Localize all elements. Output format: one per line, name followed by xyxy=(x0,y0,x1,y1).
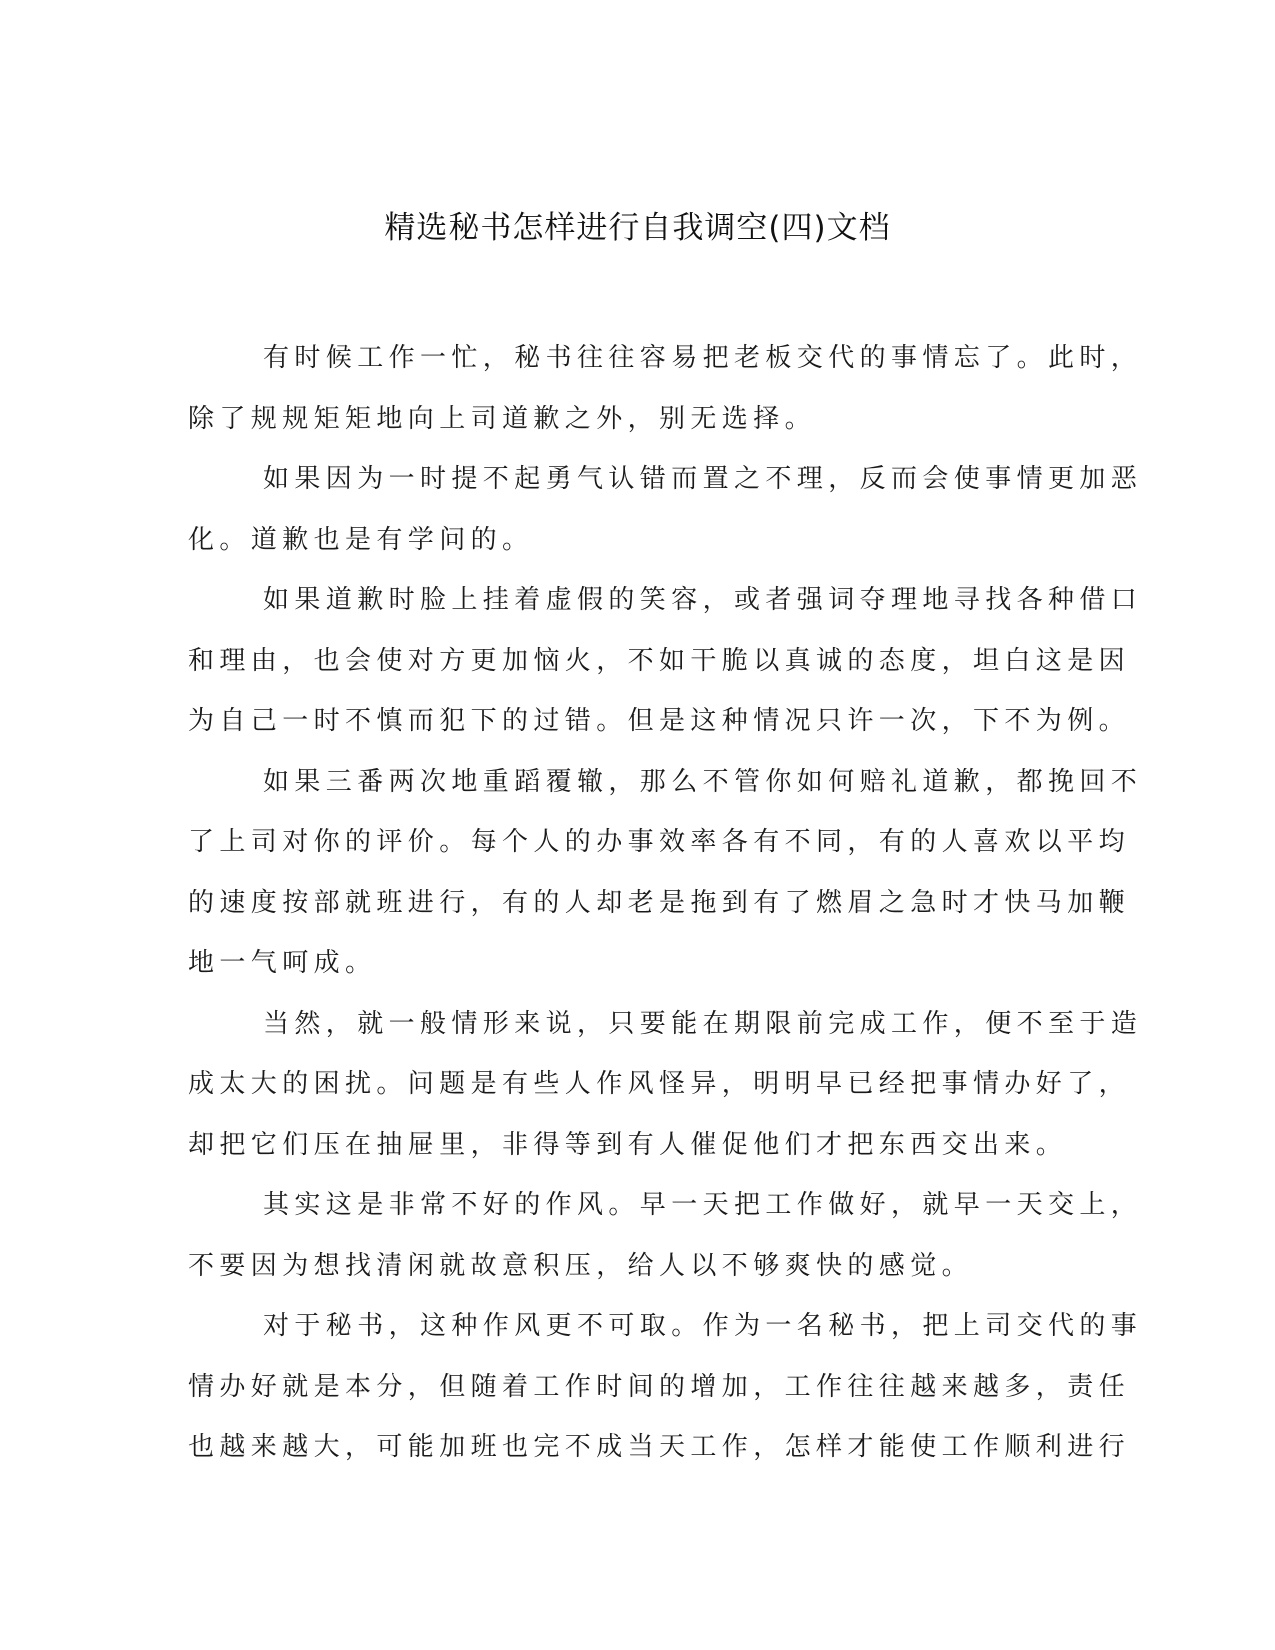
document-title: 精选秘书怎样进行自我调空(四)文档 xyxy=(384,210,891,246)
paragraph-line: 却把它们压在抽屉里，非得等到有人催促他们才把东西交出来。 xyxy=(188,1129,1068,1160)
paragraph-line: 除了规规矩矩地向上司道歉之外，别无选择。 xyxy=(188,403,817,434)
paragraph-line: 对于秘书，这种作风更不可取。作为一名秘书，把上司交代的事 xyxy=(263,1311,1143,1341)
paragraph-6 xyxy=(188,1175,1143,1296)
paragraph-line: 如果三番两次地重蹈覆辙，那么不管你如何赔礼道歉，都挽回不 xyxy=(263,766,1143,797)
paragraph-2 xyxy=(188,449,1143,570)
paragraph-line: 情办好就是本分，但随着工作时间的增加，工作往往越来越多，责任 xyxy=(188,1371,1131,1402)
paragraph-line: 地一气呵成。 xyxy=(188,948,377,978)
document-body xyxy=(188,328,1143,1478)
paragraph-5 xyxy=(188,994,1143,1176)
paragraph-line: 不要因为想找清闲就故意积压，给人以不够爽快的感觉。 xyxy=(188,1250,974,1281)
paragraph-line: 的速度按部就班进行，有的人却老是拖到有了燃眉之急时才快马加鞭 xyxy=(188,887,1131,918)
paragraph-line: 为自己一时不慎而犯下的过错。但是这种情况只许一次，下不为例。 xyxy=(188,706,1131,736)
paragraph-line: 当然，就一般情形来说，只要能在期限前完成工作，便不至于造 xyxy=(263,1008,1143,1039)
paragraph-4 xyxy=(188,752,1143,994)
paragraph-line: 如果道歉时脸上挂着虚假的笑容，或者强词夺理地寻找各种借口 xyxy=(263,585,1143,615)
paragraph-line: 如果因为一时提不起勇气认错而置之不理，反而会使事情更加恶 xyxy=(263,464,1143,494)
paragraph-3 xyxy=(188,570,1143,752)
paragraph-7 xyxy=(188,1296,1143,1478)
paragraph-line: 也越来越大，可能加班也完不成当天工作，怎样才能使工作顺利进行 xyxy=(188,1432,1131,1462)
paragraph-line: 其实这是非常不好的作风。早一天把工作做好，就早一天交上， xyxy=(263,1190,1143,1220)
paragraph-line: 有时候工作一忙，秘书往往容易把老板交代的事情忘了。此时， xyxy=(263,343,1143,373)
paragraph-line: 了上司对你的评价。每个人的办事效率各有不同，有的人喜欢以平均 xyxy=(188,827,1131,857)
paragraph-line: 化。道歉也是有学问的。 xyxy=(188,524,534,555)
paragraph-line: 成太大的困扰。问题是有些人作风怪异，明明早已经把事情办好了， xyxy=(188,1069,1131,1099)
paragraph-line: 和理由，也会使对方更加恼火，不如干脆以真诚的态度，坦白这是因 xyxy=(188,645,1131,676)
paragraph-1 xyxy=(188,328,1143,449)
